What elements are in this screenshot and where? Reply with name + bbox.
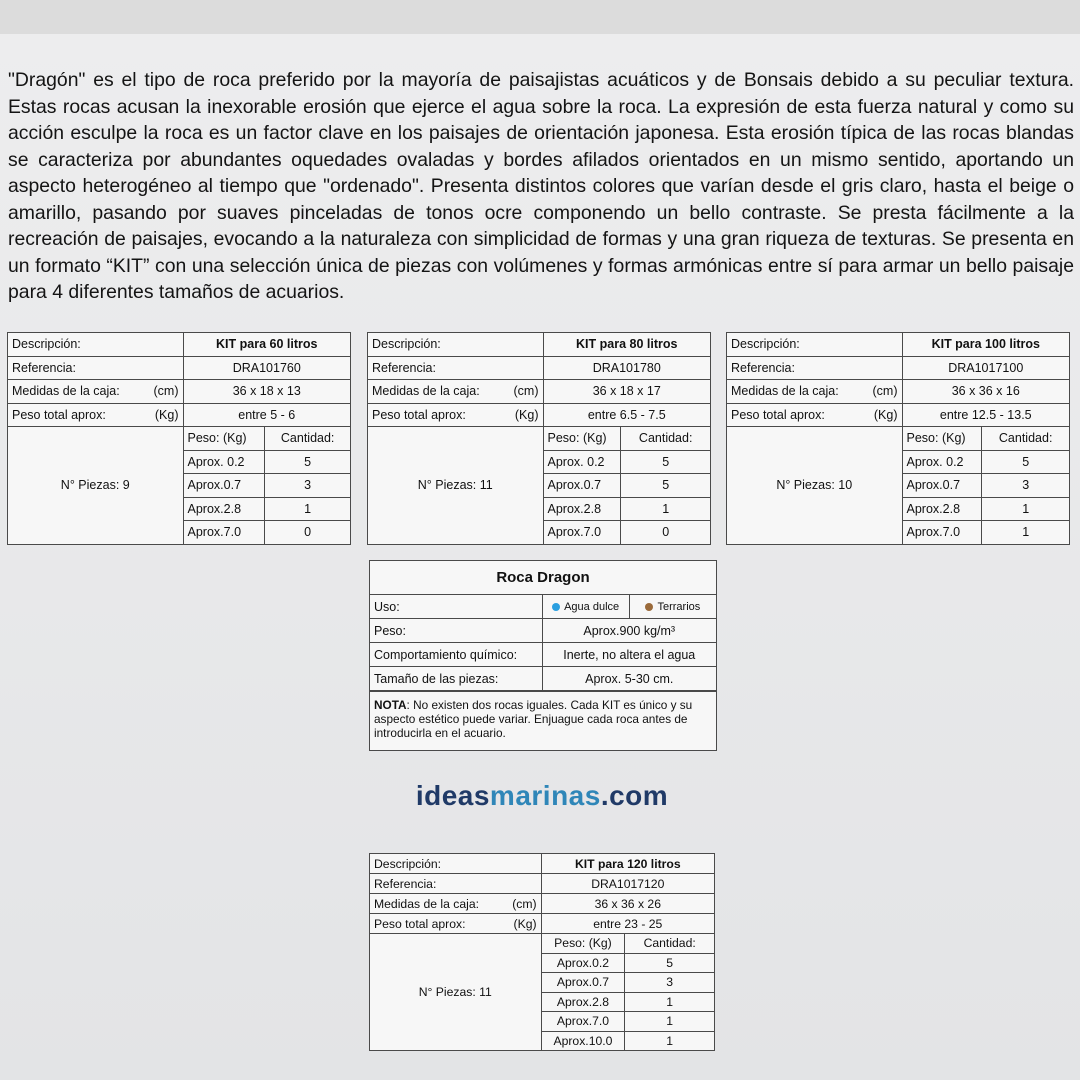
intro-paragraph: "Dragón" es el tipo de roca preferido por la mayoría de paisajistas acuáticos y de Bonsais debido a su peculiar textura. Estas rocas acusan la inexorable erosión que ejerce el agua sobre la roca. La expresión de esta fuerza natural y como su acción esculpe la roca es un factor clave en los paisajes de orientación japonesa. Esta erosión típica de las rocas blandas se caracteriza por abundantes oquedades ovaladas y bordes afilados orientados en un mismo sentido, aportando un aspecto heterogéneo al tiempo que "ordenado". Presenta distintos colores que varían desde el gris claro, hasta el beige o amarillo, pasando por suaves pinceladas de tonos ocre componendo un bello contraste. Se presta fácilmente a la recreación de paisajes, evocando a la naturaleza con simplicidad de formas y una gran riqueza de texturas. Se presenta en un formato “KIT” con una selección única de piezas con volúmenes y formas armónicas entre sí para armar un bello paisaje para 4 diferentes tamaños de acuarios. [8, 69, 1074, 303]
row-cantidad: 0 [621, 521, 711, 545]
uso-agua-dulce: Agua dulce [564, 600, 620, 613]
peso-label: Peso: [370, 619, 542, 643]
kit-120-table [369, 853, 715, 1051]
kit-piezas: N° Piezas: 11 [370, 934, 542, 1051]
row-peso: Aprox.0.7 [541, 973, 625, 993]
roca-dragon-info-box [369, 560, 717, 751]
uso-value [542, 595, 716, 619]
kit-peso: entre 5 - 6 [183, 403, 350, 427]
kit-100-table [726, 332, 1070, 545]
tamano-label: Tamaño de las piezas: [370, 667, 542, 691]
uso-label: Uso: [370, 595, 542, 619]
kit-60-table [7, 332, 351, 545]
kit-name: KIT para 60 litros [183, 333, 350, 357]
row-peso: Aprox.7.0 [183, 521, 265, 545]
label-medidas: Medidas de la caja: (cm) [370, 894, 542, 914]
kit-ref: DRA101780 [543, 356, 710, 380]
cantidad-col-header: Cantidad: [265, 427, 351, 451]
kit-ref: DRA1017100 [902, 356, 1069, 380]
terrarios-dot-icon [645, 603, 653, 611]
label-medidas: Medidas de la caja: (cm) [727, 380, 903, 404]
row-cantidad: 5 [982, 450, 1070, 474]
comportamiento-label: Comportamiento químico: [370, 643, 542, 667]
label-peso-total: Peso total aprox: (Kg) [370, 914, 542, 934]
kit-name: KIT para 100 litros [902, 333, 1069, 357]
row-cantidad: 0 [265, 521, 351, 545]
row-peso: Aprox.2.8 [902, 497, 982, 521]
row-cantidad: 3 [625, 973, 715, 993]
info-table [370, 595, 716, 691]
label-medidas: Medidas de la caja: (cm) [8, 380, 184, 404]
row-peso: Aprox.7.0 [541, 1012, 625, 1032]
kit-medidas: 36 x 18 x 13 [183, 380, 350, 404]
cantidad-col-header: Cantidad: [621, 427, 711, 451]
row-peso: Aprox. 0.2 [902, 450, 982, 474]
kit-name: KIT para 80 litros [543, 333, 710, 357]
row-peso: Aprox.7.0 [902, 521, 982, 545]
row-peso: Aprox.7.0 [543, 521, 621, 545]
row-peso: Aprox.10.0 [541, 1031, 625, 1051]
nota-text: NOTA: No existen dos rocas iguales. Cada KIT es único y su aspecto estético puede variar. Enjuague cada roca antes de introducirla en el acuario. [370, 691, 716, 750]
label-medidas: Medidas de la caja: (cm) [368, 380, 544, 404]
row-cantidad: 5 [621, 450, 711, 474]
agua-dulce-dot-icon [552, 603, 560, 611]
info-title: Roca Dragon [370, 561, 716, 595]
label-referencia: Referencia: [370, 874, 542, 894]
row-cantidad: 5 [265, 450, 351, 474]
peso-value: Aprox.900 kg/m³ [542, 619, 716, 643]
label-referencia: Referencia: [368, 356, 544, 380]
label-descripcion: Descripción: [368, 333, 544, 357]
kit-peso: entre 6.5 - 7.5 [543, 403, 710, 427]
peso-col-header: Peso: (Kg) [902, 427, 982, 451]
kit-medidas: 36 x 36 x 26 [541, 894, 714, 914]
row-peso: Aprox.2.8 [183, 497, 265, 521]
peso-col-header: Peso: (Kg) [543, 427, 621, 451]
top-bar [0, 0, 1080, 34]
row-peso: Aprox. 0.2 [543, 450, 621, 474]
comportamiento-value: Inerte, no altera el agua [542, 643, 716, 667]
kit-peso: entre 23 - 25 [541, 914, 714, 934]
kit-name: KIT para 120 litros [541, 854, 714, 874]
tamano-value: Aprox. 5-30 cm. [542, 667, 716, 691]
label-descripcion: Descripción: [8, 333, 184, 357]
row-peso: Aprox.0.7 [183, 474, 265, 498]
kit-ref: DRA1017120 [541, 874, 714, 894]
label-peso-total: Peso total aprox: (Kg) [727, 403, 903, 427]
ideasmarinas-logo: ideasmarinas.com [415, 780, 669, 811]
kit-80-table [367, 332, 711, 545]
row-peso: Aprox.0.7 [543, 474, 621, 498]
uso-terrarios: Terrarios [657, 600, 701, 613]
row-peso: Aprox. 0.2 [183, 450, 265, 474]
peso-col-header: Peso: (Kg) [183, 427, 265, 451]
kit-peso: entre 12.5 - 13.5 [902, 403, 1069, 427]
kit-piezas: N° Piezas: 10 [727, 427, 903, 545]
row-peso: Aprox.0.2 [541, 953, 625, 973]
row-peso: Aprox.2.8 [543, 497, 621, 521]
kit-medidas: 36 x 36 x 16 [902, 380, 1069, 404]
label-peso-total: Peso total aprox: (Kg) [8, 403, 184, 427]
kit-piezas: N° Piezas: 9 [8, 427, 184, 545]
label-descripcion: Descripción: [370, 854, 542, 874]
kit-ref: DRA101760 [183, 356, 350, 380]
label-referencia: Referencia: [727, 356, 903, 380]
row-cantidad: 1 [621, 497, 711, 521]
row-cantidad: 1 [982, 521, 1070, 545]
row-cantidad: 1 [625, 1012, 715, 1032]
row-cantidad: 5 [625, 953, 715, 973]
row-cantidad: 1 [625, 1031, 715, 1051]
cantidad-col-header: Cantidad: [625, 934, 715, 954]
kit-piezas: N° Piezas: 11 [368, 427, 544, 545]
row-cantidad: 5 [621, 474, 711, 498]
row-cantidad: 3 [982, 474, 1070, 498]
row-cantidad: 1 [265, 497, 351, 521]
label-referencia: Referencia: [8, 356, 184, 380]
row-cantidad: 1 [982, 497, 1070, 521]
row-peso: Aprox.2.8 [541, 992, 625, 1012]
peso-col-header: Peso: (Kg) [541, 934, 625, 954]
row-peso: Aprox.0.7 [902, 474, 982, 498]
row-cantidad: 1 [625, 992, 715, 1012]
kit-medidas: 36 x 18 x 17 [543, 380, 710, 404]
cantidad-col-header: Cantidad: [982, 427, 1070, 451]
row-cantidad: 3 [265, 474, 351, 498]
label-descripcion: Descripción: [727, 333, 903, 357]
label-peso-total: Peso total aprox: (Kg) [368, 403, 544, 427]
